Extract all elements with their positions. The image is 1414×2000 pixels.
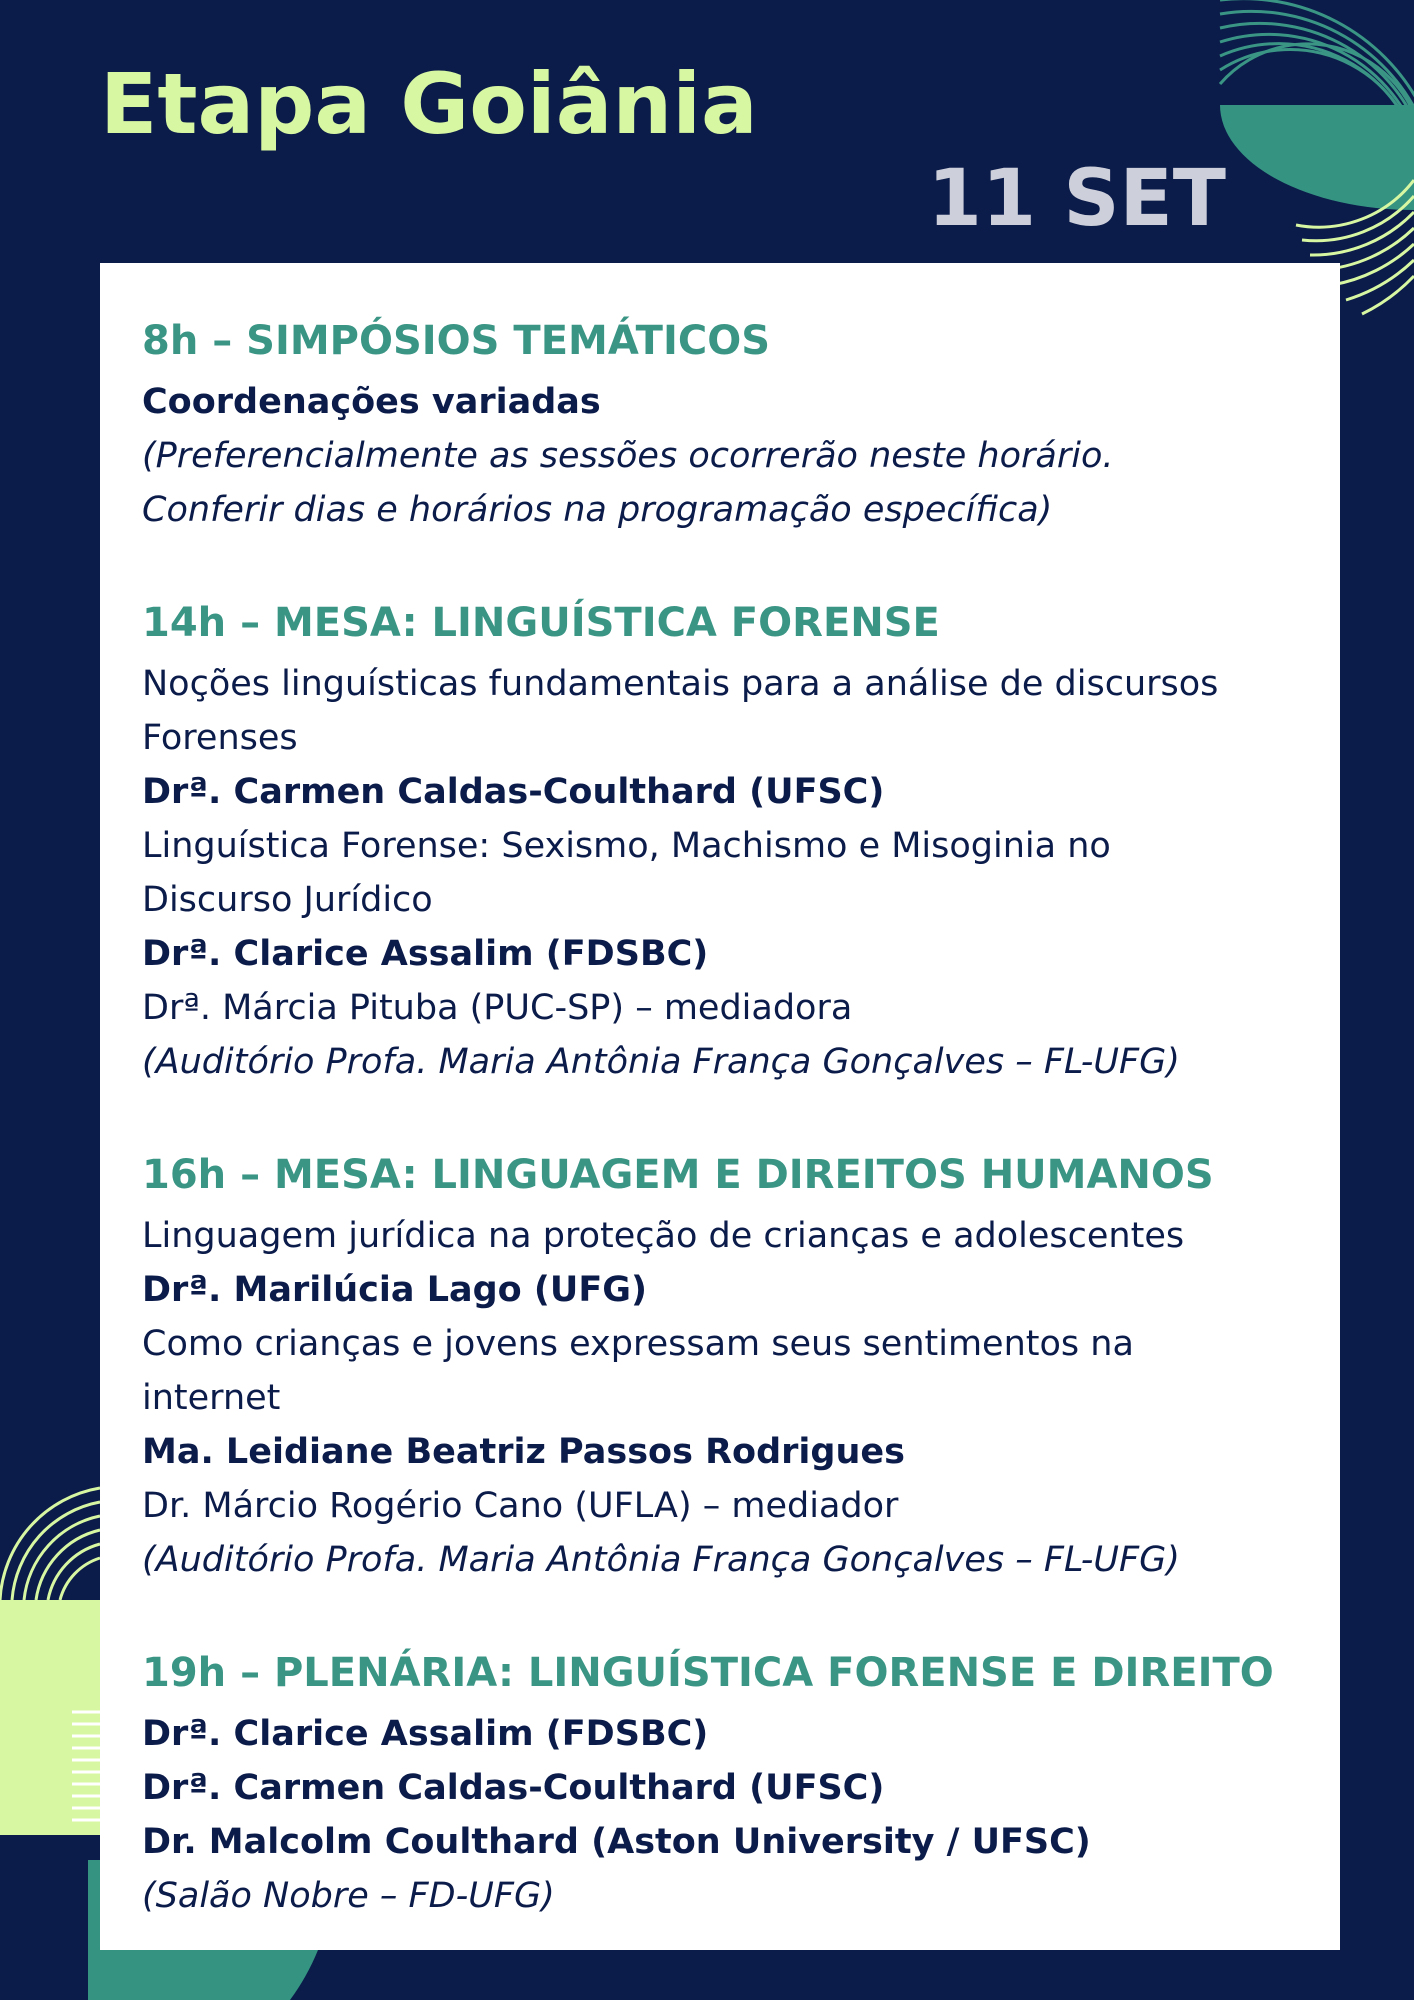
session-line: Coordenações variadas [142,382,601,422]
session-line: Linguística Forense: Sexismo, Machismo e Misoginia no [142,826,1111,866]
session-line: Ma. Leidiane Beatriz Passos Rodrigues [142,1432,905,1472]
session-line: Drª. Clarice Assalim (FDSBC) [142,1714,709,1754]
session-line: Discurso Jurídico [142,880,433,920]
session-line: (Salão Nobre – FD-UFG) [142,1876,555,1916]
session-line: internet [142,1378,281,1418]
session-line: Drª. Márcia Pituba (PUC-SP) – mediadora [142,988,853,1028]
session-19h [142,1643,1300,1923]
session-line: Drª. Clarice Assalim (FDSBC) [142,934,709,974]
session-heading: 14h – MESA: LINGUÍSTICA FORENSE [142,600,940,646]
session-line: (Auditório Profa. Maria Antônia França Gonçalves – FL-UFG) [142,1540,1180,1580]
session-line: (Auditório Profa. Maria Antônia França Gonçalves – FL-UFG) [142,1042,1180,1082]
session-line: Dr. Márcio Rogério Cano (UFLA) – mediador [142,1486,899,1526]
session-heading: 16h – MESA: LINGUAGEM E DIREITOS HUMANOS [142,1152,1214,1198]
session-line: Dr. Malcolm Coulthard (Aston University / UFSC) [142,1822,1091,1862]
session-line: Forenses [142,718,298,758]
session-line: Linguagem jurídica na proteção de crianças e adolescentes [142,1216,1185,1256]
session-8h [142,311,1300,537]
session-line: Como crianças e jovens expressam seus sentimentos na [142,1324,1134,1364]
session-16h [142,1145,1300,1587]
session-heading: 19h – PLENÁRIA: LINGUÍSTICA FORENSE E DIREITO [142,1650,1274,1696]
schedule-card [100,263,1340,1950]
session-line: Noções linguísticas fundamentais para a análise de discursos [142,664,1219,704]
session-line: (Preferencialmente as sessões ocorrerão neste horário. [142,436,1114,476]
event-date: 11 SET [927,154,1226,244]
session-line: Drª. Carmen Caldas-Coulthard (UFSC) [142,1768,885,1808]
session-heading: 8h – SIMPÓSIOS TEMÁTICOS [142,318,771,364]
session-line: Conferir dias e horários na programação específica) [142,490,1053,530]
session-14h [142,593,1300,1089]
session-line: Drª. Carmen Caldas-Coulthard (UFSC) [142,772,885,812]
session-line: Drª. Marilúcia Lago (UFG) [142,1270,647,1310]
page-title: Etapa Goiânia [100,55,758,153]
